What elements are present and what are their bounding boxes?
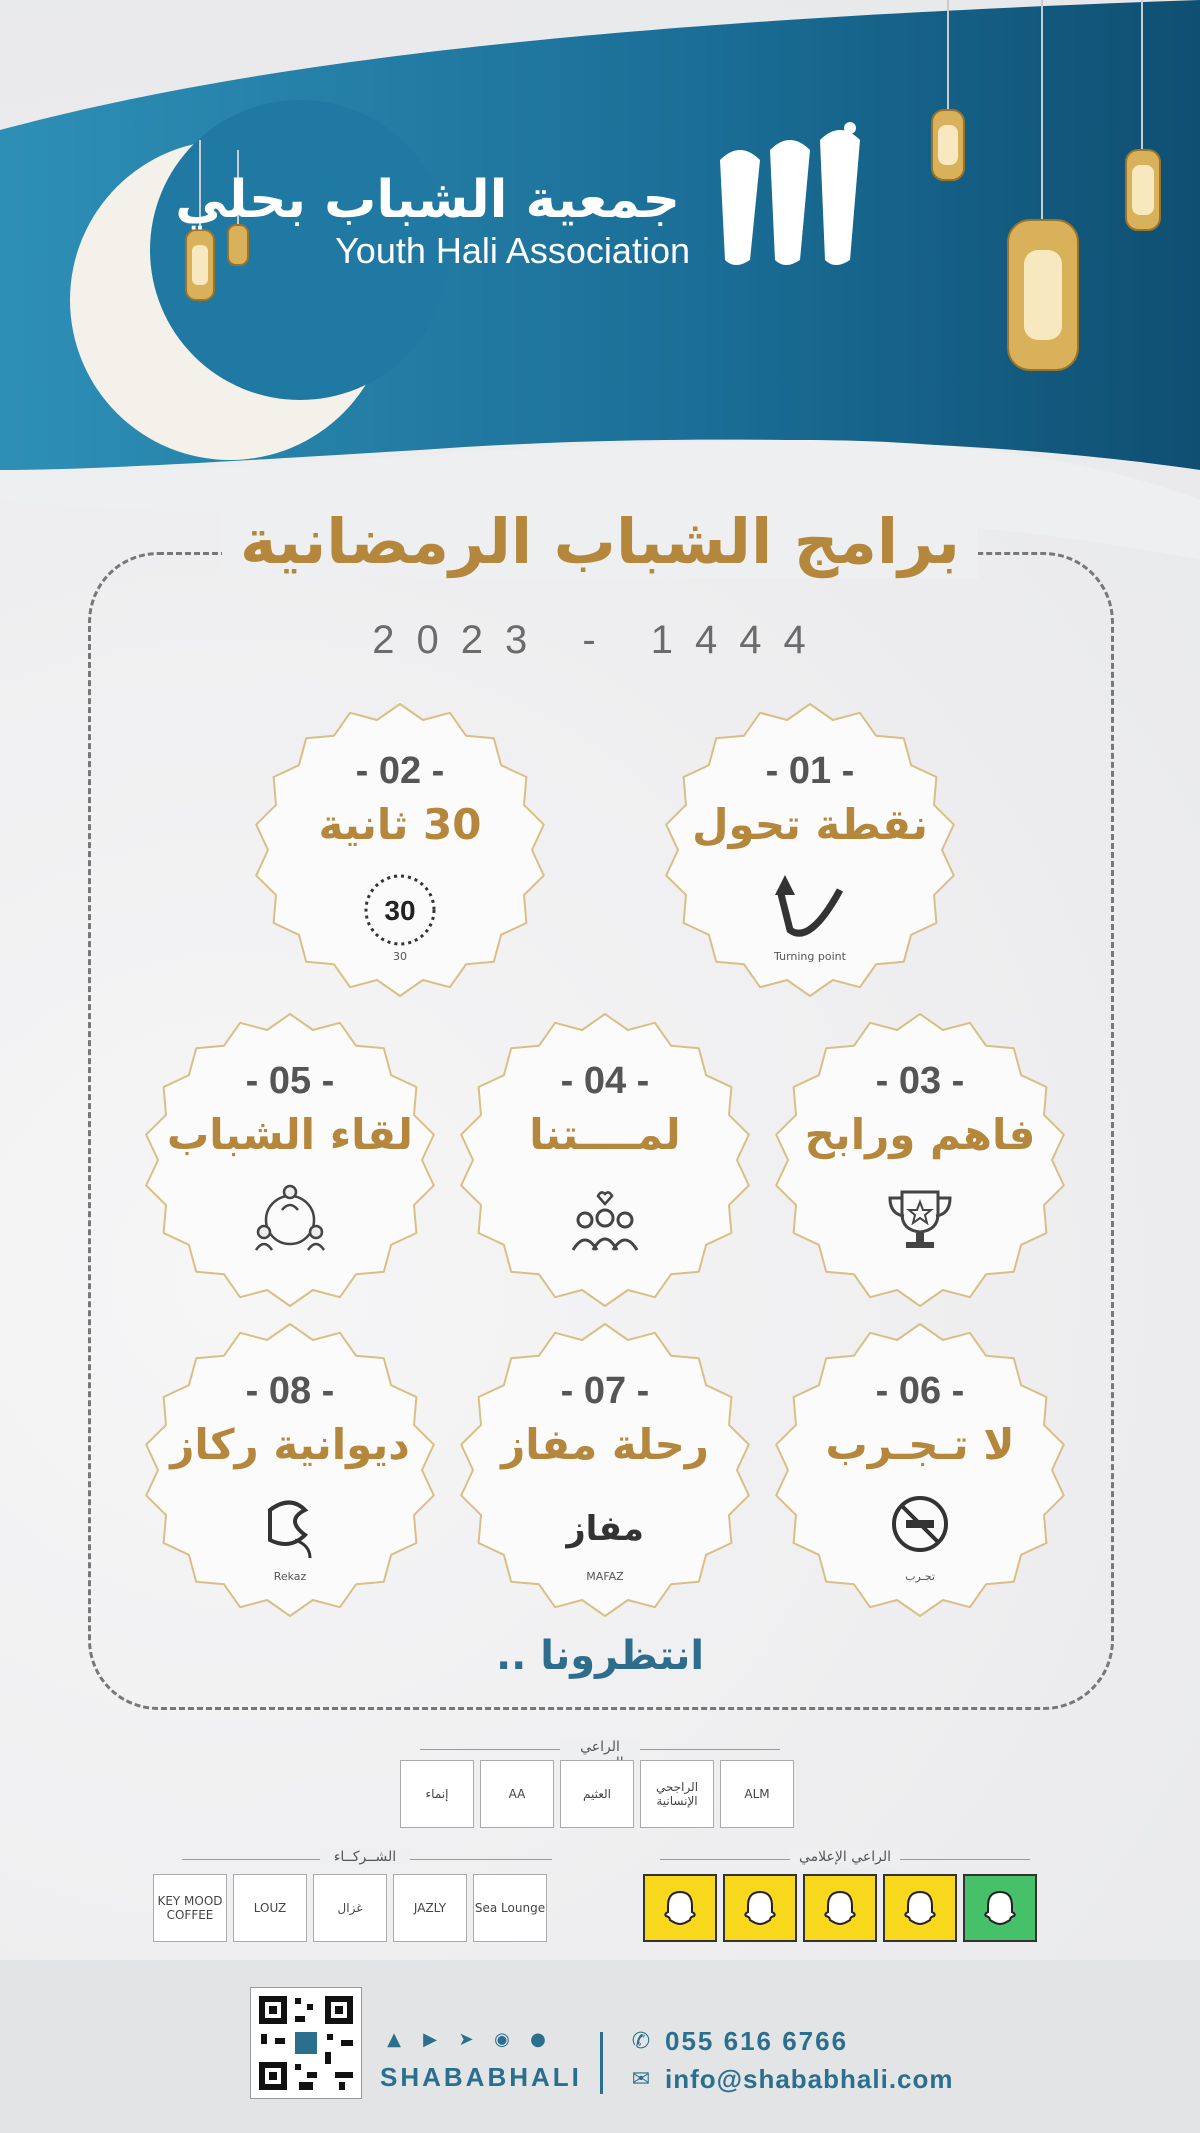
program-icon-caption: Rekaz [273,1570,307,1583]
program-name: نقطة تحول [692,800,928,849]
official-sponsor-logo-3: العثيم [560,1760,634,1828]
family-gathering-icon [565,1180,645,1260]
scalloped-badge-shape [455,1010,755,1310]
logo-arabic-name: جمعية الشباب بحلي [175,170,680,230]
official-sponsor-logo-2: AA [480,1760,554,1828]
program-number: - 05 - [245,1060,335,1102]
youtube-icon[interactable]: ▶ [423,2028,437,2050]
coming-soon-text: انتظرونا .. [495,1633,705,1679]
program-number: - 01 - [765,750,855,792]
email-icon: ✉ [631,2066,651,2092]
program-badge-4 [455,1010,755,1310]
official-sponsor-logo-4: الراجحي الإنسانية [640,1760,714,1828]
association-logo [175,120,880,280]
qr-code-icon[interactable] [250,1987,362,2099]
snapchat-code-icon[interactable] [963,1874,1037,1942]
program-name: ديوانية ركاز [170,1420,410,1469]
program-badge-2 [250,700,550,1000]
scalloped-badge-shape [140,1010,440,1310]
twitter-icon[interactable]: ▲ [387,2028,401,2050]
program-number: - 04 - [560,1060,650,1102]
partners-label: الشــركــاء [320,1849,410,1865]
snapchat-code-icon[interactable] [723,1874,797,1942]
youth-meeting-icon [250,1180,330,1260]
page-title: برامج الشباب الرمضانية [0,505,1200,578]
email-address[interactable]: info@shababhali.com [665,2064,954,2094]
program-number: - 06 - [875,1370,965,1412]
program-badge-7 [455,1320,755,1620]
partner-logo-3: غزال [313,1874,387,1942]
program-badge-5 [140,1010,440,1310]
phone-number[interactable]: 055 616 6766 [665,2026,849,2056]
telegram-icon[interactable]: ➤ [458,2028,474,2050]
timer-30-icon [360,870,440,950]
program-name: فاهم ورابح [804,1110,1036,1159]
instagram-icon[interactable]: ◉ [494,2028,510,2050]
program-number: - 07 - [560,1370,650,1412]
media-sponsor-label: الراعي الإعلامي [790,1849,900,1865]
social-icons [382,2027,550,2051]
whatsapp-icon: ✆ [631,2028,651,2054]
program-number: - 08 - [245,1370,335,1412]
snapchat-code-icon[interactable] [643,1874,717,1942]
logo-mark-icon [700,120,880,280]
no-smoking-icon [880,1490,960,1570]
turning-point-icon [770,870,850,950]
rekaz-logo-icon [250,1490,330,1570]
official-sponsor-logo-1: إنماء [400,1760,474,1828]
snapchat-code-icon[interactable] [883,1874,957,1942]
program-icon-caption: Turning point [774,950,846,963]
program-name: لقاء الشباب [167,1110,413,1159]
snapchat-code-icon[interactable] [803,1874,877,1942]
logo-english-name: Youth Hali Association [335,230,690,271]
program-badge-6 [770,1320,1070,1620]
partner-logo-1: KEY MOOD COFFEE [153,1874,227,1942]
program-name: لمــــتنا [529,1110,681,1159]
svg-text:مفاز: مفاز [566,1509,644,1549]
trophy-icon [880,1180,960,1260]
program-name: 30 ثانية [318,800,482,849]
snapchat-icon[interactable]: ● [530,2028,546,2050]
program-icon-caption: 30 [393,950,407,963]
program-badge-1 [660,700,960,1000]
partner-logo-4: JAZLY [393,1874,467,1942]
official-sponsor-logo-5: ALM [720,1760,794,1828]
header-banner [0,0,1200,560]
program-badge-8 [140,1320,440,1620]
program-number: - 03 - [875,1060,965,1102]
social-handle[interactable]: SHABABHALI [380,2062,582,2092]
program-icon-caption: MAFAZ [586,1570,624,1583]
year-label: 2023 - 1444 [372,618,828,662]
mafaz-logo-icon [565,1490,645,1570]
program-number: - 02 - [355,750,445,792]
program-icon-caption: تجـرب [905,1570,935,1583]
program-name: رحلة مفاز [501,1420,709,1469]
partner-logo-2: LOUZ [233,1874,307,1942]
official-sponsor-label: الراعي [560,1739,640,1771]
svg-text:30: 30 [384,895,416,926]
partner-logo-5: Sea Lounge [473,1874,547,1942]
scalloped-badge-shape [770,1010,1070,1310]
program-badge-3 [770,1010,1070,1310]
program-name: لا تـجـرب [825,1420,1015,1469]
